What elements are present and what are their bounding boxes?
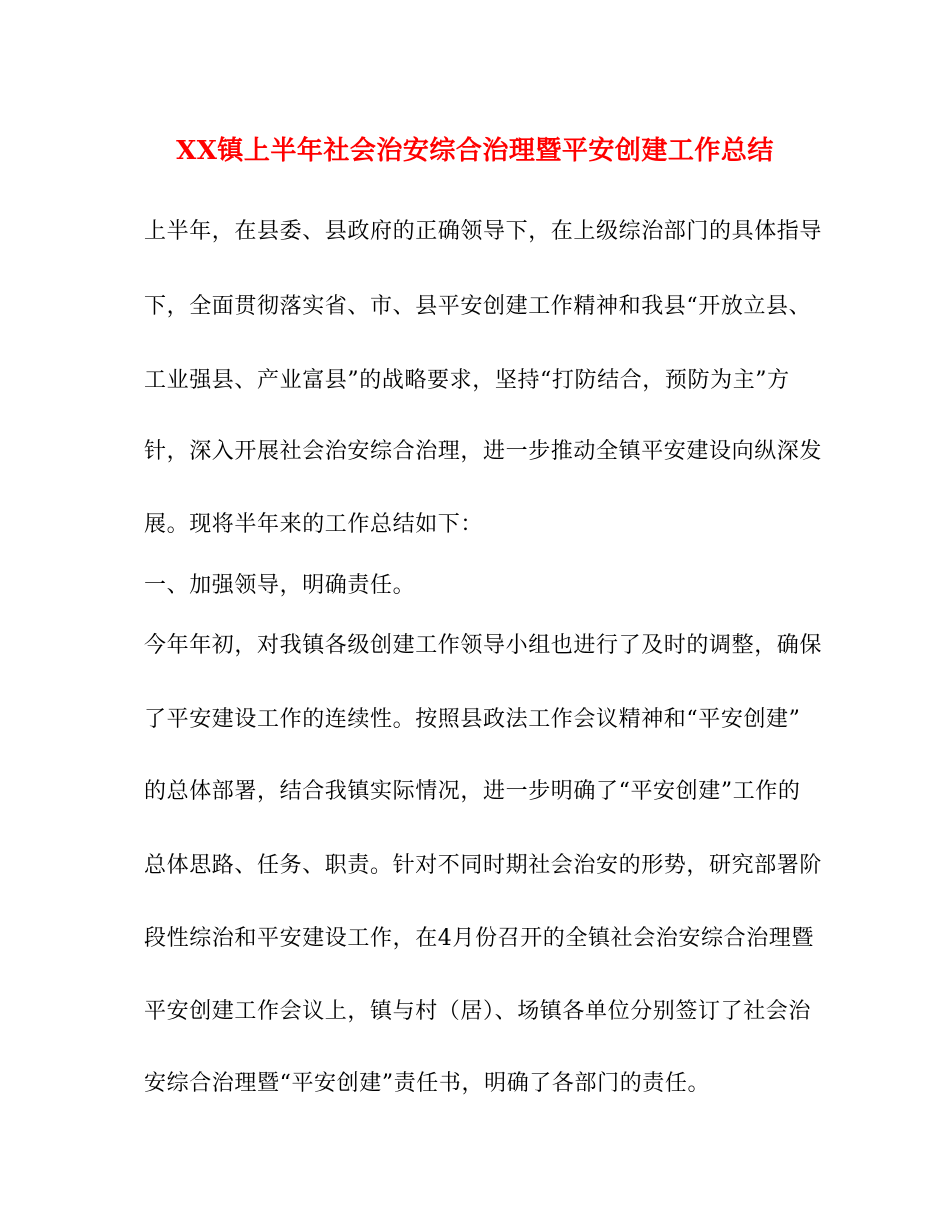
body-line-8: 的总体部署，结合我镇实际情况，进一步明确了“平安创建”工作的 [144,779,801,804]
document-title: XX镇上半年社会治安综合治理暨平安创建工作总结 [176,136,774,166]
body-line-9: 总体思路、任务、职责。针对不同时期社会治安的形势，研究部署阶 [144,853,823,878]
body-line-3: 工业强县、产业富县”的战略要求，坚持“打防结合，预防为主”方 [144,368,790,393]
body-line-10: 段性综治和平安建设工作，在4月份召开的全镇社会治安综合治理暨 [144,926,814,951]
body-line-7: 了平安建设工作的连续性。按照县政法工作会议精神和“平安创建” [144,707,801,732]
body-line-2: 下，全面贯彻落实省、市、县平安创建工作精神和我县“开放立县、 [144,294,812,319]
body-line-11: 平安创建工作会议上，镇与村（居）、场镇各单位分别签订了社会治 [144,999,812,1024]
section-heading-1: 一、加强领导，明确责任。 [144,573,416,598]
body-line-4: 针，深入开展社会治安综合治理，进一步推动全镇平安建设向纵深发 [144,439,823,464]
body-line-5: 展。现将半年来的工作总结如下： [144,512,484,537]
body-line-1: 上半年，在县委、县政府的正确领导下，在上级综治部门的具体指导 [144,219,823,244]
body-line-12: 安综合治理暨“平安创建”责任书，明确了各部门的责任。 [144,1071,711,1096]
body-line-6: 今年年初，对我镇各级创建工作领导小组也进行了及时的调整，确保 [144,633,823,658]
